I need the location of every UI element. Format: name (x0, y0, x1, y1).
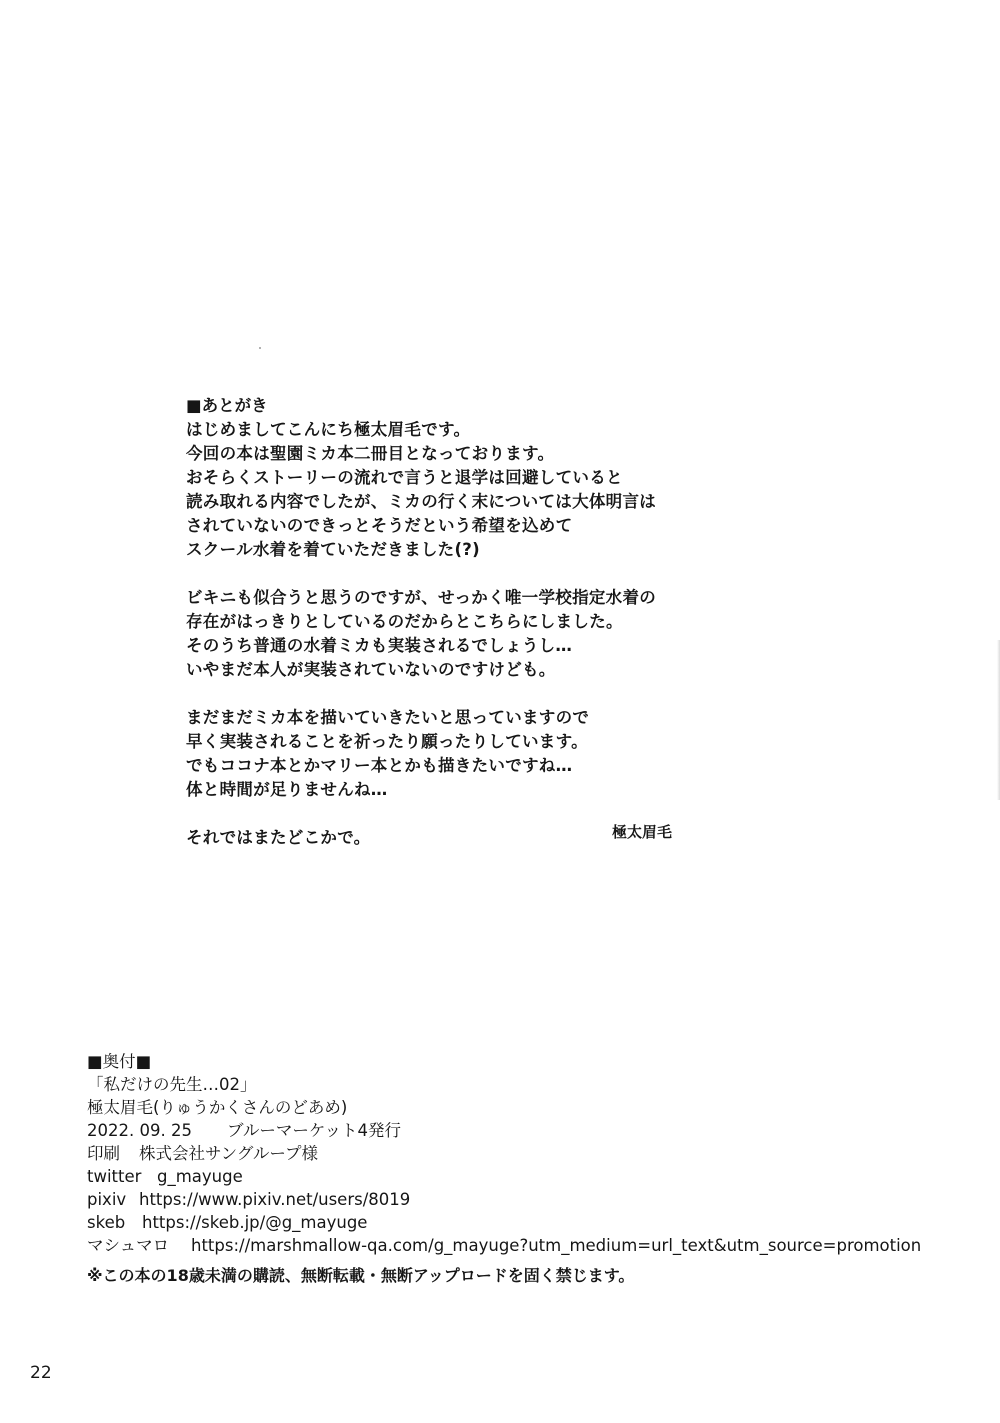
afterword-line: 早く実装されることを祈ったり願ったりしています。 (186, 732, 588, 751)
afterword-line: 今回の本は聖園ミカ本二冊目となっております。 (186, 444, 555, 463)
afterword-paragraph-3 (186, 706, 686, 802)
afterword-line: まだまだミカ本を描いていきたいと思っていますので (186, 708, 590, 727)
afterword-paragraph-1 (186, 418, 686, 562)
page-number: 22 (30, 1363, 52, 1383)
afterword-heading: ■あとがき (186, 396, 268, 415)
publication-date: 2022. 09. 25 (87, 1121, 192, 1140)
afterword-line: それではまたどこかで。 (186, 828, 371, 847)
afterword-line: されていないのできっとそうだという希望を込めて (186, 516, 573, 535)
afterword-line: おそらくストーリーの流れで言うと退学は回避していると (186, 468, 623, 487)
printer-label: 印刷 (87, 1144, 120, 1163)
afterword-line: ビキニも似合うと思うのですが、せっかく唯一学校指定水着の (186, 588, 657, 607)
colophon-heading: ■奥付■ (87, 1052, 152, 1071)
afterword-line: 体と時間が足りませんね… (186, 780, 388, 799)
afterword-line: はじめましてこんにち極太眉毛です。 (186, 420, 471, 439)
colophon-section (87, 1050, 967, 1257)
pixiv-row (87, 1188, 967, 1211)
publication-row (87, 1119, 967, 1142)
twitter-handle: g_mayuge (157, 1167, 243, 1186)
twitter-label: twitter (87, 1167, 142, 1186)
pixiv-url: https://www.pixiv.net/users/8019 (139, 1190, 411, 1209)
paragraph-gap (186, 802, 686, 826)
afterword-section (186, 394, 686, 850)
printer-value: 株式会社サングループ様 (139, 1144, 319, 1163)
marshmallow-label: マシュマロ (87, 1236, 170, 1255)
afterword-line: そのうち普通の水着ミカも実装されるでしょうし… (186, 636, 573, 655)
afterword-paragraph-2 (186, 586, 686, 682)
pixiv-label: pixiv (87, 1190, 127, 1209)
skeb-url: https://skeb.jp/@g_mayuge (142, 1213, 368, 1232)
paragraph-gap (186, 682, 686, 706)
age-restriction-notice: ※この本の18歳未満の購読、無断転載・無断アップロードを固く禁じます。 (87, 1266, 635, 1285)
afterword-line: 存在がはっきりとしているのだからとこちらにしました。 (186, 612, 623, 631)
skeb-label: skeb (87, 1213, 126, 1232)
twitter-row (87, 1165, 967, 1188)
publication-event: ブルーマーケット4発行 (227, 1121, 402, 1140)
afterword-line: でもココナ本とかマリー本とかも描きたいですね… (186, 756, 573, 775)
circle-name: 極太眉毛(りゅうかくさんのどあめ) (87, 1098, 348, 1117)
paragraph-gap (186, 562, 686, 586)
book-title: 「私だけの先生…02」 (87, 1075, 257, 1094)
afterword-paragraph-4 (186, 826, 686, 850)
afterword-line: 読み取れる内容でしたが、ミカの行く末については大体明言は (186, 492, 657, 511)
scan-speck (259, 347, 261, 349)
afterword-signature: 極太眉毛 (612, 823, 673, 841)
marshmallow-row (87, 1234, 967, 1257)
printer-row (87, 1142, 967, 1165)
afterword-line: スクール水着を着ていただきました(?) (186, 540, 481, 559)
marshmallow-url: https://marshmallow-qa.com/g_mayuge?utm_medium=url_text&utm_source=promotion (191, 1236, 922, 1255)
skeb-row (87, 1211, 967, 1234)
afterword-line: いやまだ本人が実装されていないのですけども。 (186, 660, 556, 679)
